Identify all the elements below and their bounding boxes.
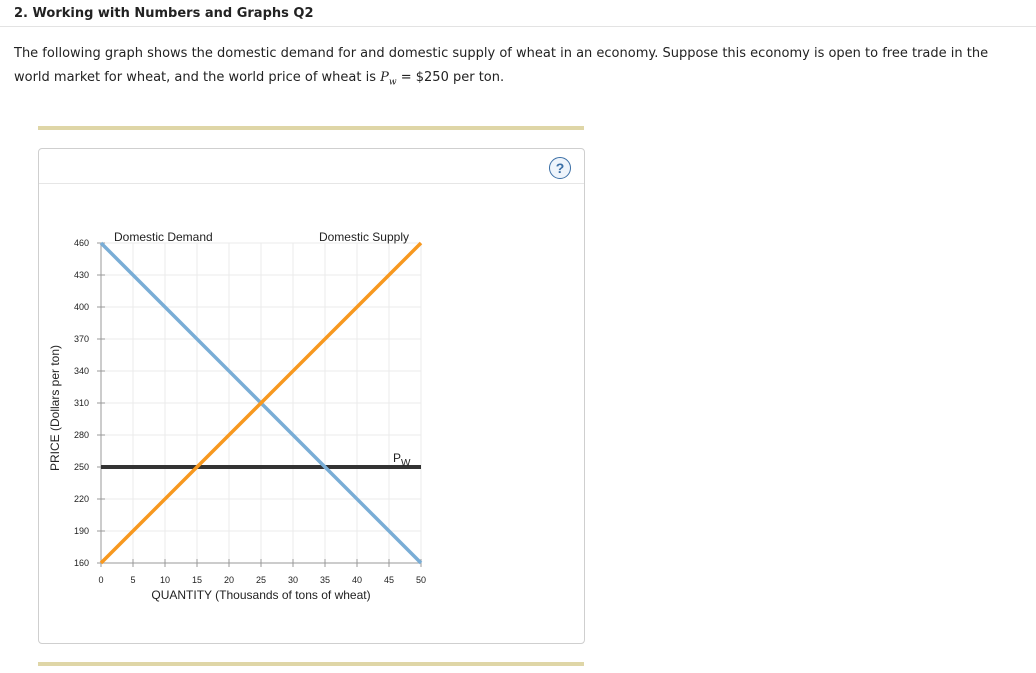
tick-label-y: 280 xyxy=(73,430,89,440)
prompt-text-after: = $250 per ton. xyxy=(396,70,505,85)
tick-label-y: 370 xyxy=(73,334,89,344)
supply-demand-chart xyxy=(39,149,584,643)
graph-panel xyxy=(38,148,585,644)
prompt-text-before: The following graph shows the domestic demand for and domestic supply of wheat in an economy. Suppose this economy is open to free trade in the world market for wheat, and the world price of wheat is xyxy=(14,46,989,85)
tick-label-x: 35 xyxy=(319,575,331,585)
question-title: 2. Working with Numbers and Graphs Q2 xyxy=(14,6,314,21)
question-header xyxy=(0,0,1036,27)
tick-label-y: 310 xyxy=(73,398,89,408)
y-axis-label: PRICE (Dollars per ton) xyxy=(48,344,62,472)
tick-label-y: 160 xyxy=(73,558,89,568)
tick-label-x: 15 xyxy=(191,575,203,585)
supply-curve-label: Domestic Supply xyxy=(318,230,409,244)
tick-label-y: 430 xyxy=(73,270,89,280)
demand-curve-label: Domestic Demand xyxy=(114,230,213,244)
help-button[interactable]: ? xyxy=(549,157,571,179)
tick-label-y: 250 xyxy=(73,462,89,472)
question-prompt xyxy=(14,42,1014,95)
tick-label-x: 45 xyxy=(383,575,395,585)
tick-label-x: 25 xyxy=(255,575,267,585)
tick-label-y: 340 xyxy=(73,366,89,376)
tick-label-y: 400 xyxy=(73,302,89,312)
x-axis-label: QUANTITY (Thousands of tons of wheat) xyxy=(151,588,371,602)
world-price-symbol: $P_w$ xyxy=(380,70,397,88)
tick-label-x: 5 xyxy=(130,575,136,585)
tick-label-x: 10 xyxy=(159,575,171,585)
world-price-label: $P_W$ xyxy=(393,451,411,469)
tick-label-x: 50 xyxy=(415,575,427,585)
bottom-divider xyxy=(38,662,584,666)
top-divider xyxy=(38,126,584,130)
tick-label-y: 190 xyxy=(73,526,89,536)
tick-label-x: 40 xyxy=(351,575,363,585)
tick-label-x: 20 xyxy=(223,575,235,585)
tick-label-y: 220 xyxy=(73,494,89,504)
tick-label-x: 0 xyxy=(98,575,104,585)
tick-label-y: 460 xyxy=(73,238,89,248)
tick-label-x: 30 xyxy=(287,575,299,585)
